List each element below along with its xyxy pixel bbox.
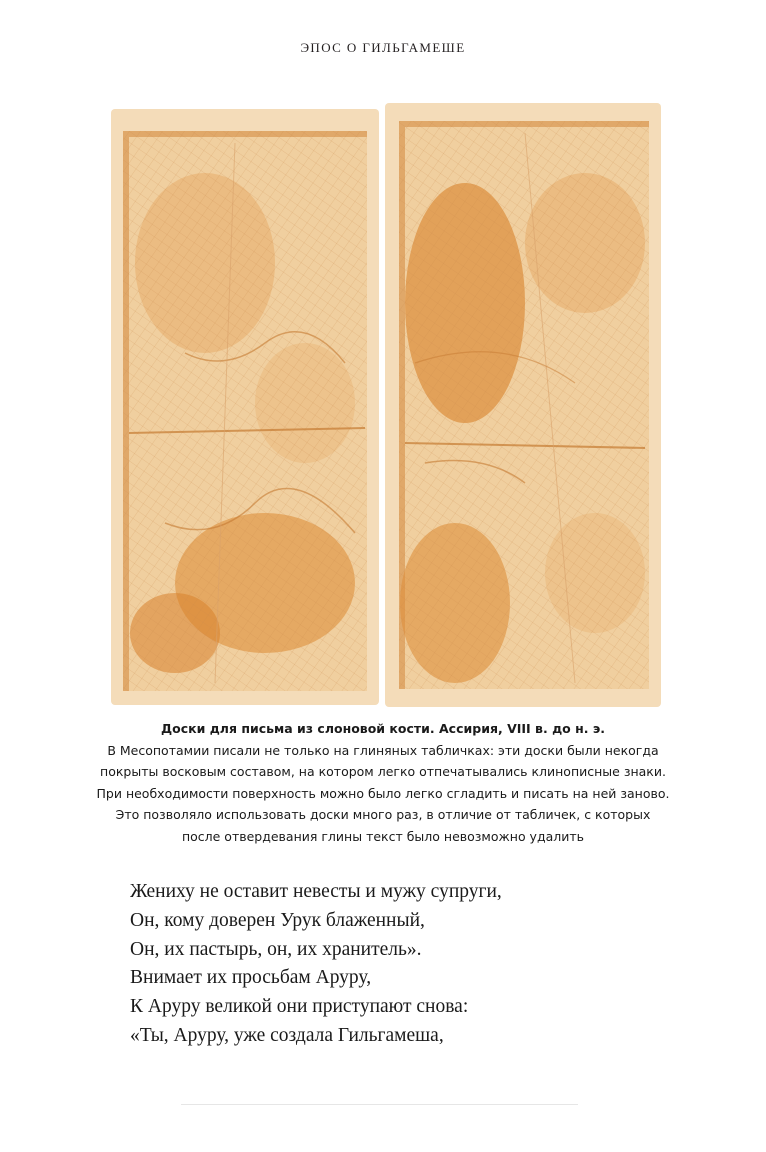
figure-caption: [60, 718, 706, 847]
verse-line: «Ты, Аруру, уже создала Гильгамеша,: [130, 1024, 444, 1046]
verse-line: К Аруру великой они приступают снова:: [130, 996, 469, 1018]
footer-divider: [181, 1104, 578, 1105]
right-writing-board: [385, 103, 661, 707]
ivory-writing-boards-image: [105, 103, 667, 707]
caption-line: после отвердевания глины текст было невозможно удалить: [181, 828, 585, 844]
verse-line: Жениху не оставит невесты и мужу супруги,: [130, 881, 502, 902]
verse-block: [130, 878, 690, 1051]
caption-title: Доски для письма из слоновой кости. Ассирия, VIII в. до н. э.: [160, 721, 605, 736]
caption-line: В Месопотамии писали не только на глиняных табличках: эти доски были некогда: [107, 742, 659, 758]
caption-line: При необходимости поверхность можно было легко сгладить и писать на ней заново.: [96, 785, 670, 801]
caption-line: покрыты восковым составом, на котором легко отпечатывались клинописные знаки.: [100, 764, 666, 779]
running-head: ЭПОС О ГИЛЬГАМЕШЕ: [300, 40, 466, 55]
left-writing-board: [111, 109, 379, 705]
verse-line: Внимает их просьбам Аруру,: [130, 967, 372, 989]
verse-line: Он, кому доверен Урук блаженный,: [130, 909, 425, 931]
caption-line: Это позволяло использовать доски много раз, в отличие от табличек, с которых: [115, 807, 651, 822]
verse-line: Он, их пастырь, он, их хранитель».: [130, 938, 422, 960]
